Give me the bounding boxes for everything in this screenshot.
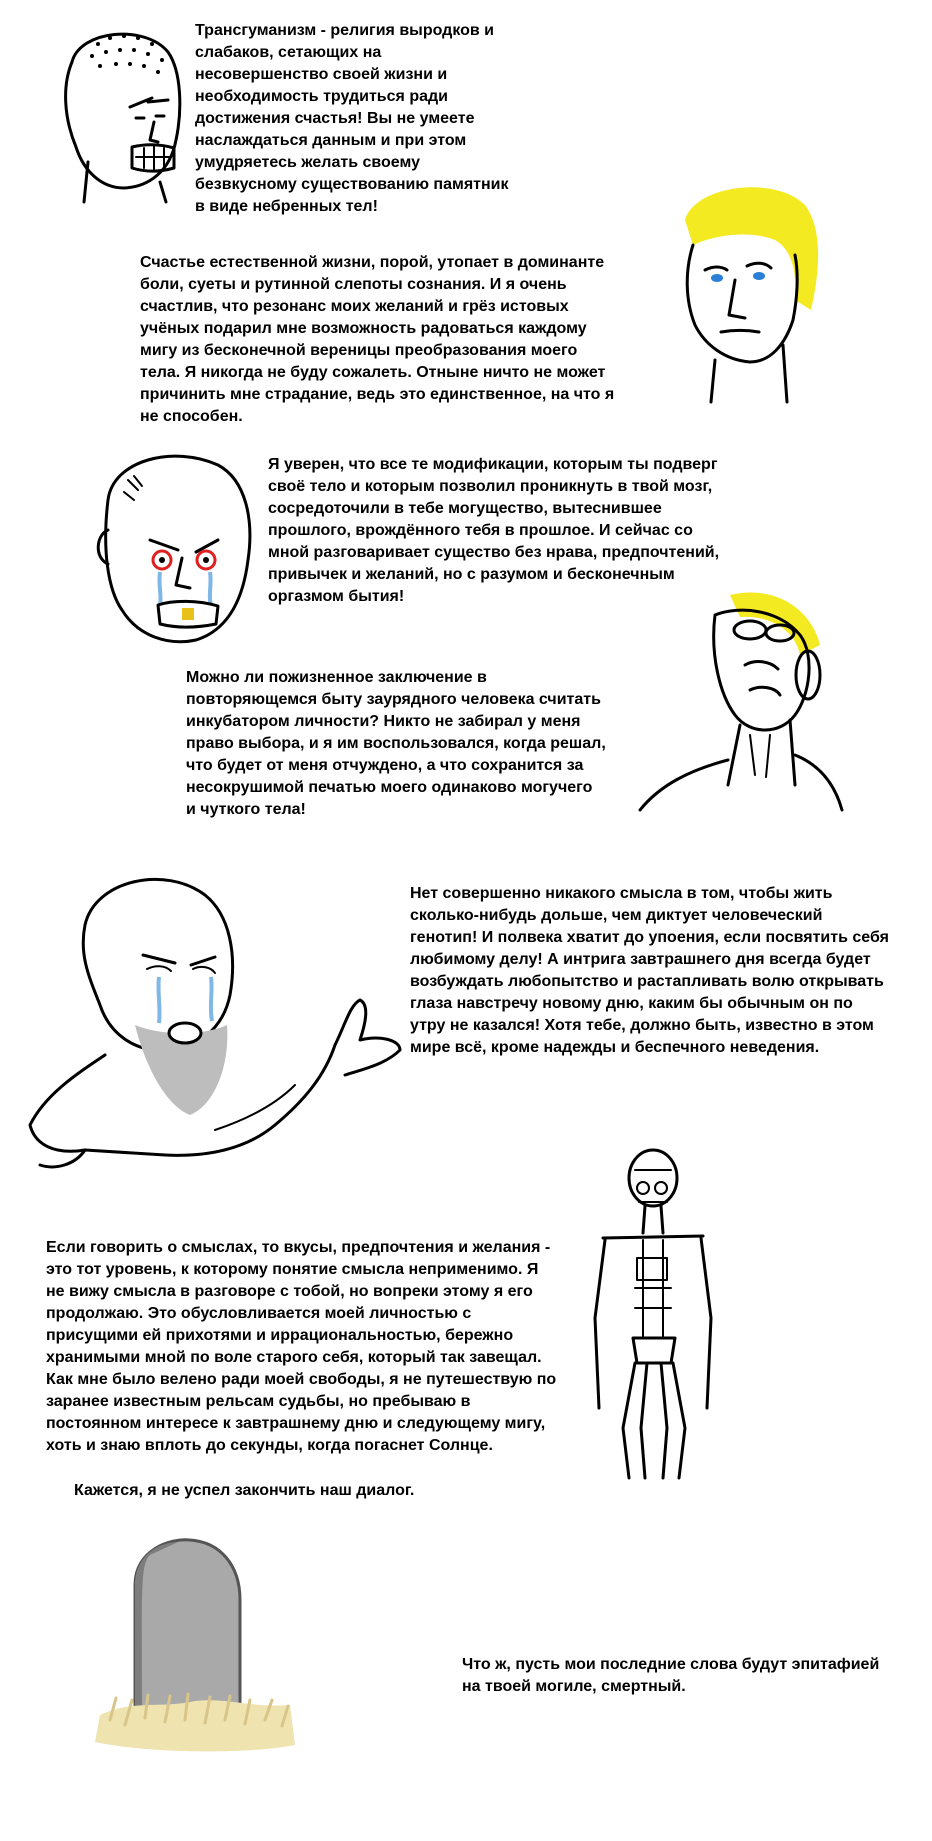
angry-crying-bald-man-drawing — [78, 440, 263, 655]
old-bearded-man-drawing — [15, 865, 405, 1175]
speech-transhuman-2: Можно ли пожизненное заключение в повторяющемся быту заурядного человека считать инкубатором личности? Никто не забирал у меня право выбора, и я им воспользовался, когда решал, что будет от меня отчуждено, а что сохранится за несокрушимой печатью моего одинаково могучего и чуткого тела! — [186, 669, 606, 818]
transhuman-blond-drawing — [655, 180, 830, 405]
speech-angry-bald-1: Трансгуманизм - религия выродков и слабаков, сетающих на несовершенство своей жизни и необходимость трудиться ради достижения счастья! Вы не умеете наслаждаться данным и при этом умудряетесь желать своему безвкусному существованию памятник в виде небренных тел! — [195, 22, 509, 215]
gravestone-drawing — [90, 1530, 300, 1755]
speech-old-man: Нет совершенно никакого смысла в том, чтобы жить сколько-нибудь дольше, чем диктует человеческий генотип! И полвека хватит до упоения, если посвятить себя любимому делу! А интрига завтрашнего дня всегда будет возбуждать любопытство и растапливать волю открывать глаза навстречу новому дню, каким бы обычным он по утру не казался! Хотя тебе, должно быть, известно в этом мире всё, кроме надежды и беспечного неведения. — [410, 885, 889, 1056]
transhuman-goggles-drawing — [630, 585, 845, 815]
speech-robot-final-1: Кажется, я не успел закончить наш диалог. — [74, 1482, 415, 1499]
speech-transhuman-1: Счастье естественной жизни, порой, утопает в доминанте боли, суеты и рутинной слепоты сознания. И я очень счастлив, что резонанс моих желаний и грёз истовых учёных подарил мне возможность радоваться каждому мигу из бесконечной вереницы преобразования моего тела. Я никогда не буду сожалеть. Отныне ничто не может причинить мне страдание, ведь это единственное, на что я не способен. — [140, 254, 615, 425]
speech-robot: Если говорить о смыслах, то вкусы, предпочтения и желания - это тот уровень, к которому понятие смысла неприменимо. Я не вижу смысла в разговоре с тобой, но вопреки этому я его продолжаю. Это обусловливается моей личностью с присущими ей прихотями и иррациональностью, бережно хранимыми мной по воле старого себя, который так завещал. Как мне было велено ради моей свободы, я не путешествую по заранее известным рельсам судьбы, но пребываю в постоянном интересе к завтрашнему дню и следующему мигу, хоть и знаю вплоть до секунды, когда погаснет Солнце. — [46, 1239, 557, 1454]
angry-bald-man-drawing — [50, 22, 200, 207]
robot-android-drawing — [585, 1148, 725, 1483]
speech-robot-final-2: Что ж, пусть мои последние слова будут эпитафией на твоей могиле, смертный. — [462, 1656, 880, 1695]
speech-angry-bald-2: Я уверен, что все те модификации, которым ты подверг своё тело и которым позволил проникнуть в твой мозг, сосредоточили в тебе могущество, вытеснившее прошлого, врождённого тебя в прошлое. И сейчас со мной разговаривает существо без нрава, предпочтений, привычек и желаний, но с разумом и бесконечным оргазмом бытия! — [268, 456, 720, 605]
